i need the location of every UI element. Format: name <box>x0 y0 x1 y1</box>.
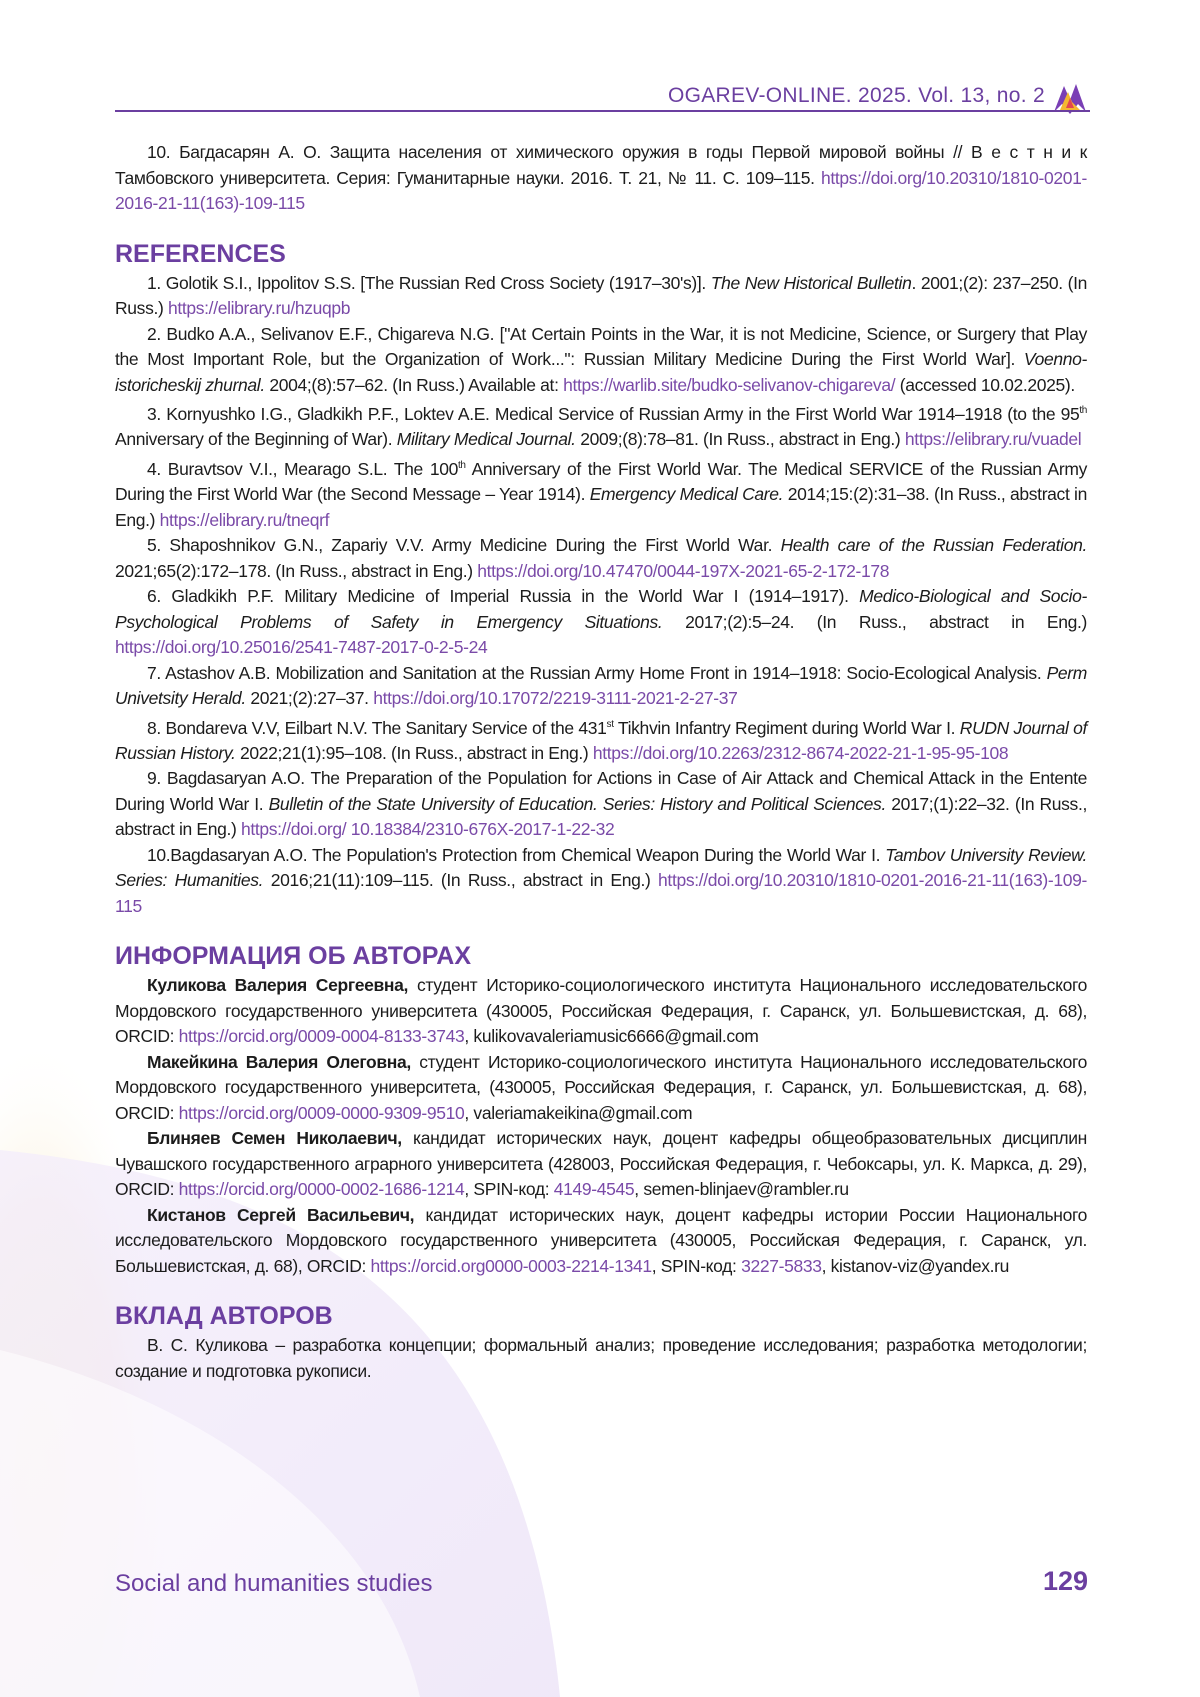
author-name: Макейкина Валерия Олеговна, <box>147 1052 411 1072</box>
page-number: 129 <box>1043 1566 1088 1597</box>
reference-ru-10: 10. Багдасарян А. О. Защита населения от химического оружия в годы Первой мировой войны // В е с т н и к Тамбовского университета. Серия: Гуманитарные науки. 2016. Т. 21, № 11. С. 109–115. https://doi.org/10.20310/1810-0201-2016-21-11(163)-109-115 <box>115 140 1087 217</box>
orcid-link[interactable]: https://orcid.org/0009-0000-9309-9510 <box>179 1103 465 1123</box>
journal-page <box>0 0 1200 1697</box>
reference-item-7: 7. Astashov A.B. Mobilization and Sanitation at the Russian Army Home Front in 1914–1918: Socio-Ecological Analysis. Perm Univetsity Herald. 2021;(2):27–37. https://doi.org/10.17072/2219-3111-2021-2-27-37 <box>115 661 1087 712</box>
reference-link[interactable]: https://warlib.site/budko-selivanov-chigareva/ <box>563 375 895 395</box>
journal-title: OGAREV-ONLINE. 2025. Vol. 13, no. 2 <box>668 84 1045 108</box>
doi-link[interactable]: https://doi.org/10.20310/1810-0201-2016-21-11(163)-109-115 <box>115 168 1087 214</box>
reference-item-1: 1. Golotik S.I., Ippolitov S.S. [The Russian Red Cross Society (1917–30's)]. The New Historical Bulletin. 2001;(2): 237–250. (In Russ.) https://elibrary.ru/hzuqpb <box>115 271 1087 322</box>
spin-link[interactable]: 3227-5833 <box>741 1256 822 1276</box>
reference-link[interactable]: https://doi.org/10.25016/2541-7487-2017-0-2-5-24 <box>115 637 487 657</box>
reference-item-5: 5. Shaposhnikov G.N., Zapariy V.V. Army Medicine During the First World War. Health care of the Russian Federation. 2021;65(2):172–178. (In Russ., abstract in Eng.) https://doi.org/10.47470/0044-197X-2021-65-2-172-178 <box>115 533 1087 584</box>
reference-item-8: 8. Bondareva V.V, Eilbart N.V. The Sanitary Service of the 431st Tikhvin Infantry Regiment during World War I. RUDN Journal of Russian History. 2022;21(1):95–108. (In Russ., abstract in Eng.) https://doi.org/10.2263/2312-8674-2022-21-1-95-95-108 <box>115 712 1087 767</box>
contribution-heading: ВКЛАД АВТОРОВ <box>115 1301 1087 1331</box>
author-name: Блиняев Семен Николаевич, <box>147 1128 402 1148</box>
reference-item-10: 10.Bagdasaryan A.O. The Population's Protection from Chemical Weapon During the World War I. Tambov University Review. Series: Humanities. 2016;21(11):109–115. (In Russ., abstract in Eng.) https://doi.org/10.20310/1810-0201-2016-21-11(163)-109-115 <box>115 843 1087 920</box>
author-info-1: Куликова Валерия Сергеевна, студент Историко-социологического института Национального исследовательского Мордовского государственного университета (430005, Российская Федерация, г. Саранск, ул. Большевистская, д. 68), ORCID: https://orcid.org/0009-0004-8133-3743, kulikovavaleriamusic6666@gmail.com <box>115 973 1087 1050</box>
reference-link[interactable]: https://elibrary.ru/tneqrf <box>160 510 330 530</box>
orcid-link[interactable]: https://orcid.org0000-0003-2214-1341 <box>371 1256 652 1276</box>
reference-item-2: 2. Budko A.A., Selivanov E.F., Chigareva N.G. ["At Certain Points in the War, it is not Medicine, Science, or Surgery that Play the Most Important Role, but the Organization of Work...": Russian Military Medicine During the First World War]. Voenno-istoricheskij zhurnal. 2004;(8):57–62. (In Russ.) Available at: https://warlib.site/budko-selivanov-chigareva/ (accessed 10.02.2025). <box>115 322 1087 399</box>
reference-link[interactable]: https://doi.org/10.47470/0044-197X-2021-65-2-172-178 <box>477 561 889 581</box>
orcid-link[interactable]: https://orcid.org/0009-0004-8133-3743 <box>179 1026 465 1046</box>
author-name: Кистанов Сергей Васильевич, <box>147 1205 414 1225</box>
author-info-3: Блиняев Семен Николаевич, кандидат исторических наук, доцент кафедры общеобразовательных дисциплин Чувашского государственного аграрного университета (428003, Российская Федерация, г. Чебоксары, ул. К. Маркса, д. 29), ORCID: https://orcid.org/0000-0002-1686-1214, SPIN-код: 4149-4545, semen-blinjaev@rambler.ru <box>115 1126 1087 1203</box>
author-info-2: Макейкина Валерия Олеговна, студент Историко-социологического института Национального исследовательского Мордовского государственного университета, (430005, Российская Федерация, г. Саранск, ул. Большевистская, д. 68), ORCID: https://orcid.org/0009-0000-9309-9510, valeriamakeikina@gmail.com <box>115 1050 1087 1127</box>
author-info-4: Кистанов Сергей Васильевич, кандидат исторических наук, доцент кафедры истории России Национального исследовательского Мордовского государственного университета (430005, Российская Федерация, г. Саранск, ул. Большевистская, д. 68), ORCID: https://orcid.org0000-0003-2214-1341, SPIN-код: 3227-5833, kistanov-viz@yandex.ru <box>115 1203 1087 1280</box>
reference-link[interactable]: https://doi.org/10.20310/1810-0201-2016-21-11(163)-109-115 <box>115 870 1087 916</box>
reference-item-6: 6. Gladkikh P.F. Military Medicine of Imperial Russia in the World War I (1914–1917). Medico-Biological and Socio-Psychological Problems of Safety in Emergency Situations. 2017;(2):5–24. (In Russ., abstract in Eng.) https://doi.org/10.25016/2541-7487-2017-0-2-5-24 <box>115 584 1087 661</box>
reference-item-4: 4. Buravtsov V.I., Mearago S.L. The 100th Anniversary of the First World War. The Medical SERVICE of the Russian Army During the First World War (the Second Message – Year 1914). Emergency Medical Care. 2014;15:(2):31–38. (In Russ., abstract in Eng.) https://elibrary.ru/tneqrf <box>115 453 1087 533</box>
reference-link[interactable]: https://elibrary.ru/vuadel <box>905 429 1081 449</box>
footer-section-title: Social and humanities studies <box>115 1570 433 1598</box>
orcid-link[interactable]: https://orcid.org/0000-0002-1686-1214 <box>179 1179 465 1199</box>
spin-link[interactable]: 4149-4545 <box>554 1179 635 1199</box>
reference-link[interactable]: https://elibrary.ru/hzuqpb <box>168 298 350 318</box>
author-name: Куликова Валерия Сергеевна, <box>147 975 408 995</box>
authors-heading: ИНФОРМАЦИЯ ОБ АВТОРАХ <box>115 941 1087 971</box>
reference-link[interactable]: https://doi.org/ 10.18384/2310-676X-2017-1-22-32 <box>241 819 614 839</box>
references-heading: REFERENCES <box>115 239 1087 269</box>
reference-link[interactable]: https://doi.org/10.2263/2312-8674-2022-21-1-95-95-108 <box>593 743 1008 763</box>
reference-item-3: 3. Kornyushko I.G., Gladkikh P.F., Loktev A.E. Medical Service of Russian Army in the First World War 1914–1918 (to the 95th Anniversary of the Beginning of War). Military Medical Journal. 2009;(8):78–81. (In Russ., abstract in Eng.) https://elibrary.ru/vuadel <box>115 398 1087 453</box>
contribution-text: В. С. Куликова – разработка концепции; формальный анализ; проведение исследования; разработка методологии; создание и подготовка рукописи. <box>115 1333 1087 1384</box>
header-divider <box>115 110 1090 112</box>
article-body <box>115 140 1087 1384</box>
page-header <box>115 80 1090 116</box>
reference-item-9: 9. Bagdasaryan A.O. The Preparation of the Population for Actions in Case of Air Attack and Chemical Attack in the Entente During World War I. Bulletin of the State University of Education. Series: History and Political Sciences. 2017;(1):22–32. (In Russ., abstract in Eng.) https://doi.org/ 10.18384/2310-676X-2017-1-22-32 <box>115 766 1087 843</box>
reference-link[interactable]: https://doi.org/10.17072/2219-3111-2021-2-27-37 <box>373 688 737 708</box>
